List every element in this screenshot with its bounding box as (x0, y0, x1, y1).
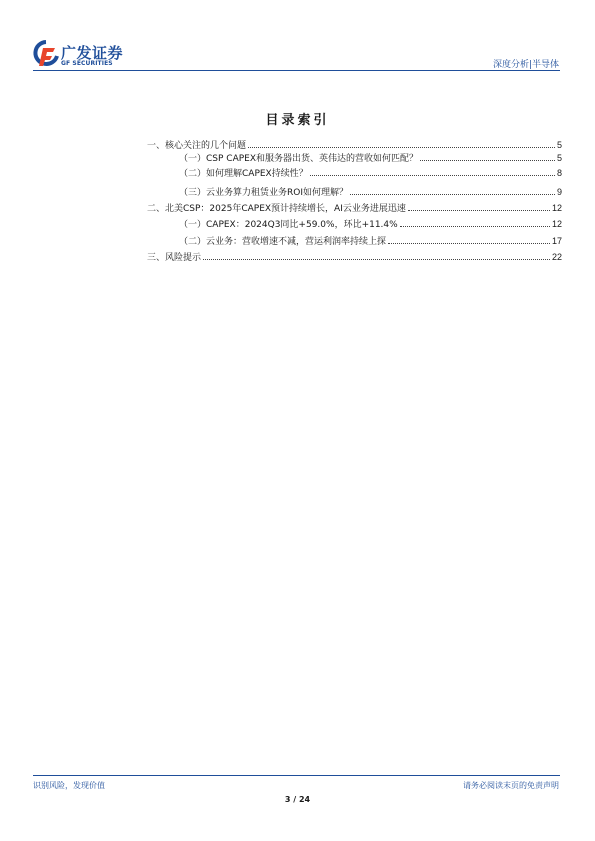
toc-entry[interactable] (147, 138, 562, 152)
toc-leader-dots (310, 175, 555, 176)
toc-leader-dots (248, 147, 555, 148)
toc-entry-text: 三、风险提示 (147, 253, 202, 263)
brand-name-en: GF SECURITIES (61, 60, 113, 67)
toc-entry[interactable] (179, 217, 562, 231)
toc-entry-text: （三）云业务算力租赁业务ROI如何理解？ (179, 188, 348, 198)
brand-name-cn: 广发证券 (61, 44, 124, 62)
toc-entry[interactable] (179, 234, 562, 248)
toc-leader-dots (350, 194, 555, 195)
toc-entry-page: 12 (551, 203, 562, 213)
toc-entry-text: （二）云业务：营收增速不减，营运利润率持续上探 (179, 237, 387, 247)
page-number: 3 / 24 (284, 795, 311, 804)
gf-logo-icon (33, 40, 59, 68)
toc-entry-text: （一）CAPEX：2024Q3同比+59.0%，环比+11.4% (179, 220, 398, 230)
toc-entry-text: 一、核心关注的几个问题 (147, 141, 247, 151)
toc-entry-text: （二）如何理解CAPEX持续性？ (179, 169, 308, 179)
toc-entry-text: 二、北美CSP：2025年CAPEX预计持续增长，AI云业务进展迅速 (147, 204, 406, 214)
footer-slogan: 识别风险，发现价值 (33, 781, 105, 790)
report-type: 深度分析|半导体 (492, 60, 559, 70)
toc-entry-page: 8 (556, 168, 562, 178)
toc-entry[interactable] (179, 151, 562, 165)
toc-leader-dots (388, 243, 550, 244)
toc-entry-page: 12 (551, 219, 562, 229)
toc-leader-dots (408, 210, 550, 211)
toc-leader-dots (400, 226, 550, 227)
header-divider (33, 70, 560, 71)
brand-logo (33, 40, 143, 70)
toc-entry-page: 5 (556, 140, 562, 150)
toc-entry[interactable] (179, 166, 562, 180)
toc-entry-page: 5 (556, 153, 562, 163)
toc-entry[interactable] (179, 185, 562, 199)
footer-disclaimer: 请务必阅读末页的免责声明 (463, 781, 559, 790)
toc-entry[interactable] (147, 250, 562, 264)
toc-entry-page: 17 (551, 236, 562, 246)
toc-leader-dots (420, 160, 555, 161)
toc-leader-dots (203, 259, 550, 260)
toc-entry[interactable] (147, 201, 562, 215)
toc-entry-page: 9 (556, 187, 562, 197)
toc-entry-text: （一）CSP CAPEX和服务器出货、英伟达的营收如何匹配？ (179, 154, 419, 164)
toc-entry-page: 22 (551, 252, 562, 262)
toc-title: 目录索引 (265, 113, 330, 128)
footer-divider (33, 775, 560, 776)
